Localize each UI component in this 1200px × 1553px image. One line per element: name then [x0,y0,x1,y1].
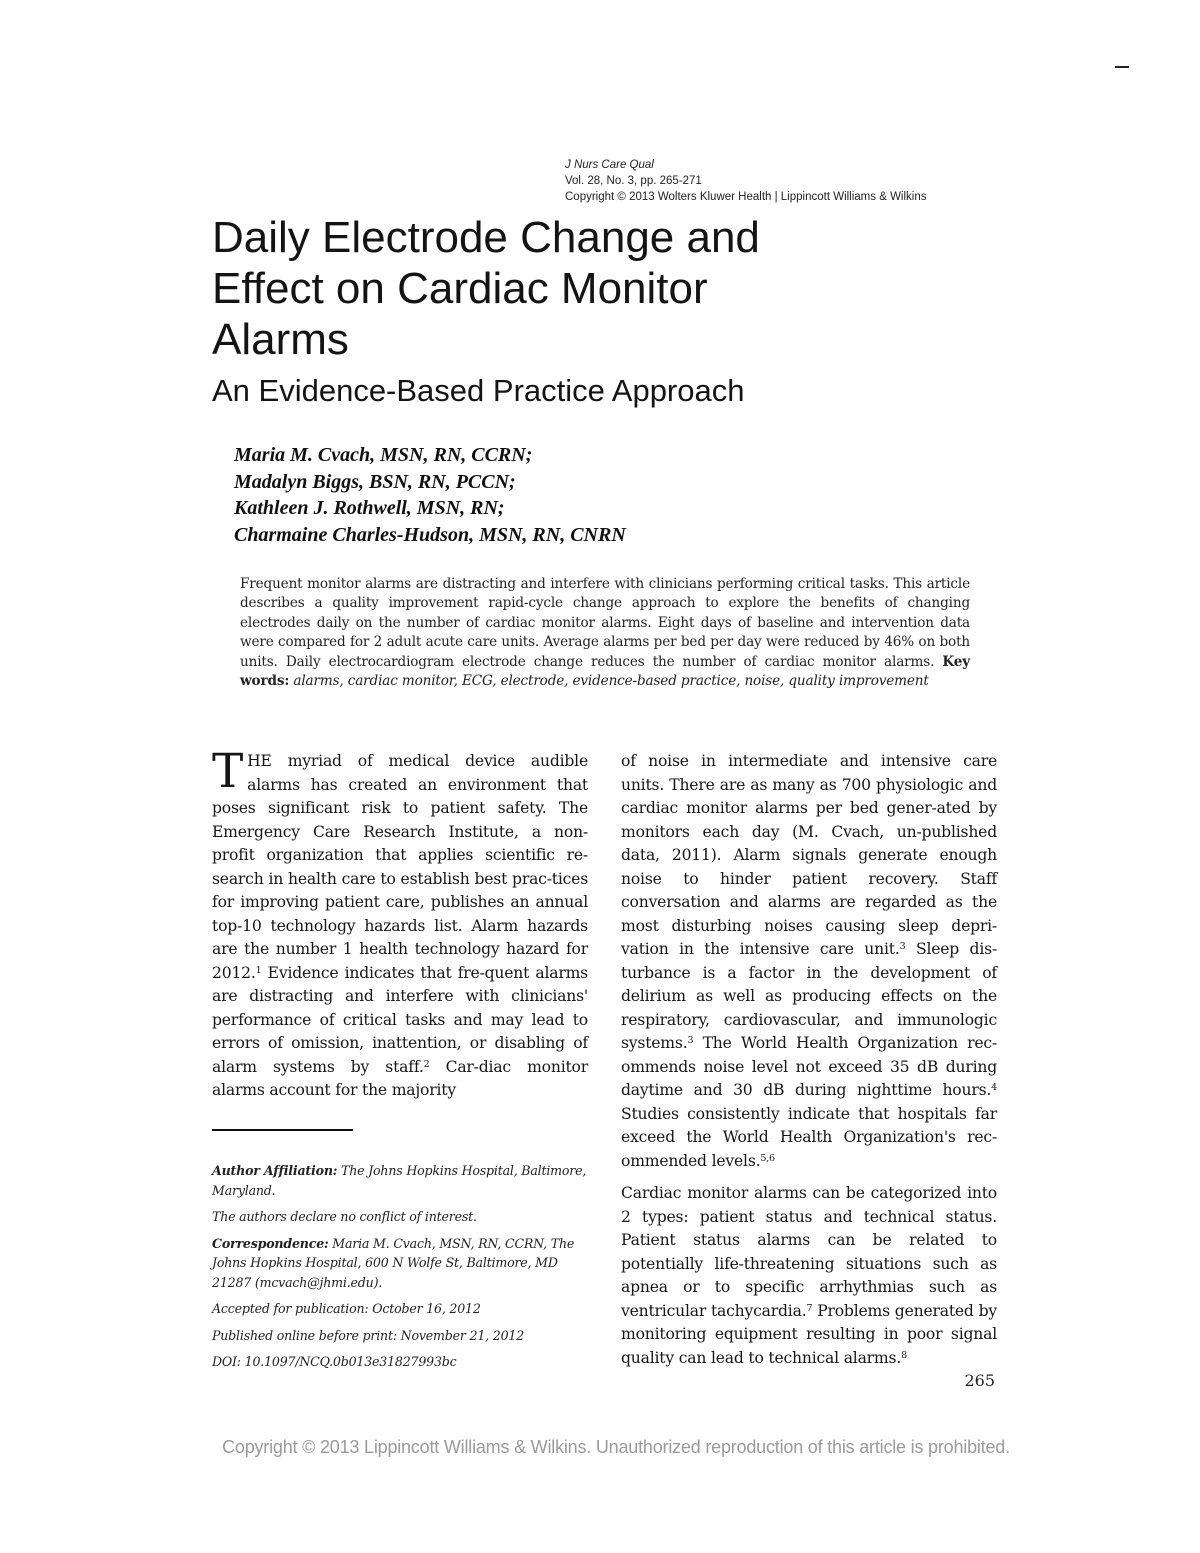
body-paragraph [621,1182,997,1370]
note-label: Correspondence: [212,1235,329,1251]
footnote-rule [212,1129,353,1131]
body-paragraph [212,744,588,1103]
author-list [234,442,626,548]
body-column-2 [621,750,997,1370]
author-4: Charmaine Charles-Hudson, MSN, RN, CNRN [234,523,626,546]
journal-volume: Vol. 28, No. 3, pp. 265-271 [565,175,702,187]
journal-copyright: Copyright © 2013 Wolters Kluwer Health | Lippincott Williams & Wilkins [565,191,927,203]
author-2: Madalyn Biggs, BSN, RN, PCCN; [234,470,516,493]
body-text: Cardiac monitor alarms can be categorized into 2 types: patient status and technical status. Patient status alarms can be related to potentially life-threatening situations such as apnea or to specific arrhythmias such as ventricular tachycardia. [621,1184,997,1320]
conflict-note: The authors declare no conflict of interest. [212,1209,477,1224]
title-line-2: Effect on Cardiac Monitor [212,264,708,313]
reference-mark[interactable]: 1 [255,964,262,976]
keywords: alarms, cardiac monitor, ECG, electrode, evidence-based practice, noise, quality improvement [293,673,929,690]
correspondence-note [212,1234,592,1293]
reference-mark[interactable]: 7 [806,1302,813,1314]
page-number: 265 [964,1371,995,1390]
note-text: The Johns Hopkins Hospital, Baltimore, Maryland. [212,1163,587,1198]
article-title [212,212,912,365]
note-label: Author Affiliation: [212,1163,338,1178]
reference-mark[interactable]: 8 [901,1349,907,1361]
reference-mark[interactable]: 5,6 [760,1152,775,1164]
body-text: Car-diac monitor alarms account for the majority [212,1057,588,1099]
drop-cap: T [212,744,244,799]
body-text: of noise in intermediate and intensive care units. There are as many as 700 physiologic and cardiac monitor alarms per bed gener-ated by monitors each day (M. Cvach, un-published data, 2011). Alarm signals generate enough noise to hinder patient recovery. Staff conversation and alarms are regarded as the most disturbing noises causing sleep depri-vation in the intensive care unit. [621,752,997,958]
title-line-1: Daily Electrode Change and [212,213,760,262]
title-line-3: Alarms [212,315,349,364]
note-text: Maria M. Cvach, MSN, RN, CCRN, The Johns Hopkins Hospital, 600 N Wolfe St, Baltimore, MD 21287 (mcvach@jhmi.edu). [212,1235,575,1290]
body-text: The World Health Organization rec-ommends noise level not exceed 35 dB during daytime and 30 dB during nighttime hours. [621,1034,997,1099]
published-note: Published online before print: November 21, 2012 [212,1327,525,1343]
reference-mark[interactable]: 3 [899,941,906,952]
corner-mark [1115,66,1129,68]
copyright-footer: Copyright © 2013 Lippincott Williams & Wilkins. Unauthorized reproduction of this article is prohibited. [222,1437,1010,1457]
body-paragraph [621,750,997,1173]
accepted-note: Accepted for publication: October 16, 2012 [212,1301,481,1316]
article-subtitle: An Evidence-Based Practice Approach [212,373,745,408]
affiliation-note [212,1161,592,1200]
body-column-1 [212,744,588,1103]
author-3: Kathleen J. Rothwell, MSN, RN; [234,497,505,519]
keywords-label: Key words: [240,653,971,690]
reference-mark[interactable]: 4 [991,1082,997,1093]
reference-mark[interactable]: 3 [687,1035,694,1046]
body-text: Studies consistently indicate that hospitals far exceed the World Health Organization's rec-ommended levels. [621,1104,997,1170]
author-1: Maria M. Cvach, MSN, RN, CCRN; [234,444,533,466]
body-text: Evidence indicates that fre-quent alarms are distracting and interfere with clinicians' performance of critical tasks and may lead to errors of omission, inattention, or disabling of alarm systems by staff. [212,963,588,1076]
abstract-text: Frequent monitor alarms are distracting and interfere with clinicians performing critical tasks. This article describes a quality improvement rapid-cycle change approach to explore the benefits of changing electrodes daily on the number of cardiac monitor alarms. Eight days of baseline and intervention data were compared for 2 adult acute care units. Average alarms per bed per day were reduced by 46% on both units. Daily electrocardiogram electrode change reduces the number of cardiac monitor alarms. [240,576,970,670]
body-text: Problems generated by monitoring equipment resulting in poor signal quality can lead to technical alarms. [621,1301,997,1367]
abstract [240,575,970,691]
article-notes [212,1161,592,1379]
journal-name: J Nurs Care Qual [565,159,654,171]
reference-mark[interactable]: 2 [423,1058,430,1070]
body-text: HE myriad of medical device audible alarms has created an environment that poses significant risk to patient safety. The Emergency Care Research Institute, a non-profit organization that applies scientific re-search in health care to establish best prac-tices for improving patient care, publishes an annual top-10 technology hazards list. Alarm hazards are the number 1 health technology hazard for 2012. [212,752,588,982]
journal-info [565,157,927,205]
doi-note[interactable]: DOI: 10.1097/NCQ.0b013e31827993bc [212,1354,457,1369]
body-text: Sleep dis-turbance is a factor in the development of delirium as well as producing effects on the respiratory, cardiovascular, and immunologic systems. [621,940,997,1052]
